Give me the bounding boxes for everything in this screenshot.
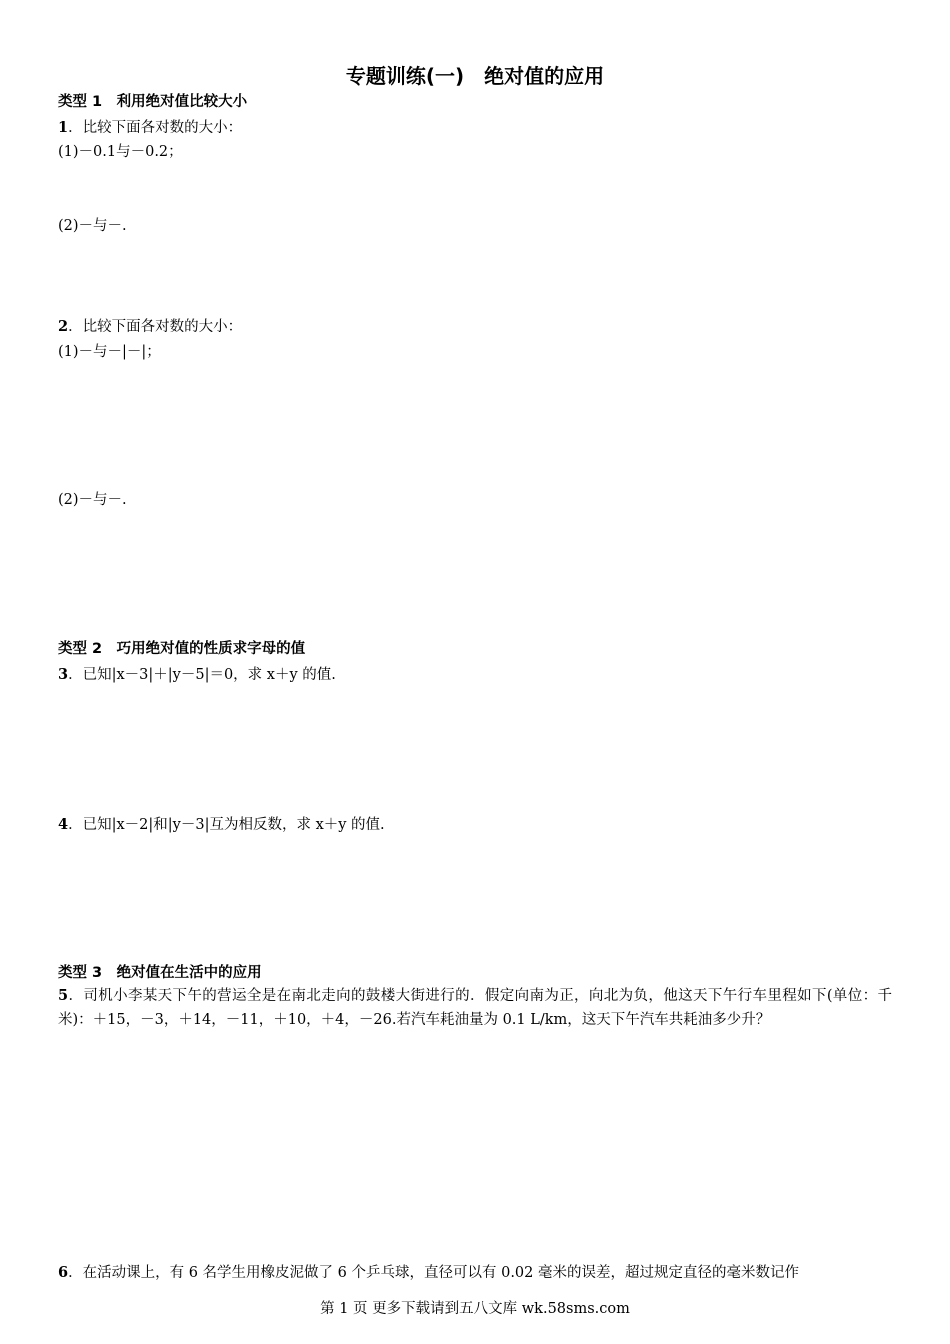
question-number: 1 (58, 119, 69, 136)
section-heading-type3: 类型 3 绝对值在生活中的应用 (58, 965, 262, 981)
question-4 (58, 813, 385, 834)
question-2-stem (58, 315, 242, 336)
question-number: 4 (58, 816, 69, 833)
question-2-part-2: (2)－与－. (58, 492, 127, 508)
question-1-part-2: (2)－与－. (58, 218, 127, 234)
question-text: ．司机小李某天下午的营运全是在南北走向的鼓楼大街进行的．假定向南为正，向北为负，他这天下午行车里程如下(单位：千米)：＋15，－3，＋14，－11，＋10，＋4，－26.若汽车耗油量为 0.1 L/km，这天下午汽车共耗油多少升？ (58, 988, 892, 1028)
question-text: ．已知|x－2|和|y－3|互为相反数，求 x＋y 的值. (68, 817, 385, 833)
page-title: 专题训练(一) 绝对值的应用 (345, 64, 605, 88)
question-number: 6 (58, 1264, 69, 1281)
question-number: 3 (58, 666, 69, 683)
question-6 (58, 1261, 799, 1282)
question-number: 5 (58, 987, 69, 1004)
question-3 (58, 663, 336, 684)
question-text: ．在活动课上，有 6 名学生用橡皮泥做了 6 个乒乓球，直径可以有 0.02 毫米的误差，超过规定直径的毫米数记作 (68, 1265, 799, 1281)
question-1-stem (58, 116, 242, 137)
question-number: 2 (58, 318, 69, 335)
question-text: ．比较下面各对数的大小： (68, 120, 243, 136)
question-text: ．比较下面各对数的大小： (68, 319, 243, 335)
section-heading-type1: 类型 1 利用绝对值比较大小 (58, 94, 248, 110)
section-heading-type2: 类型 2 巧用绝对值的性质求字母的值 (58, 641, 306, 657)
question-1-part-1: (1)－0.1与－0.2； (58, 144, 183, 160)
question-5 (58, 984, 892, 1032)
page-footer: 第 1 页 更多下载请到五八文库 wk.58sms.com (320, 1301, 630, 1317)
question-text: ．已知|x－3|＋|y－5|＝0，求 x＋y 的值. (68, 667, 336, 683)
question-2-part-1: (1)－与－|－|； (58, 344, 161, 360)
